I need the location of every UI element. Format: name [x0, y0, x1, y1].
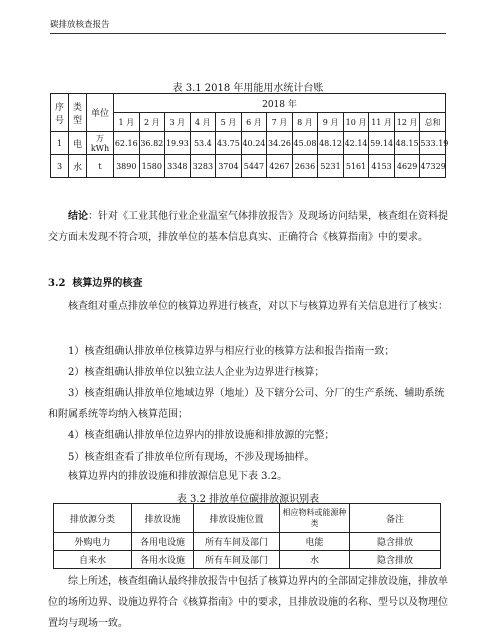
cell: 5447 [241, 155, 267, 178]
cell: 4267 [267, 155, 293, 178]
header-cell: 排放源分类 [54, 504, 132, 533]
section-heading [48, 274, 142, 289]
cell: 4153 [369, 155, 395, 178]
row-type: 水 [69, 155, 87, 178]
table-row [54, 551, 441, 569]
cell: 2636 [292, 155, 318, 178]
cell: 各用电设施 [132, 533, 194, 551]
row-seq: 1 [51, 132, 69, 155]
table-row [54, 533, 441, 551]
cell: 隐含排放 [350, 533, 441, 551]
cell: 所有车间及部门 [194, 551, 280, 569]
cell: 533.19 [420, 132, 446, 155]
row-unit: 万 kWh [87, 132, 114, 155]
cell: 自来水 [54, 551, 132, 569]
col-unit-header: 单位 [87, 94, 114, 132]
row-seq: 3 [51, 155, 69, 178]
cell: 4629 [394, 155, 420, 178]
cell: 59.14 [369, 132, 395, 155]
month-header-cell: 5 月 [216, 113, 242, 132]
summary-paragraph: 综上所述，核查组确认最终排放报告中包括了核算边界内的全部固定排放设施，排放单位的场所边界、设施边界符合《核算指南》中的要求，且排放设施的名称、型号以及物理位置均与现场一致。 [48, 576, 448, 629]
header-cell: 排放设施位置 [194, 504, 280, 533]
col-seq-header: 序号 [51, 94, 69, 132]
month-header-cell: 10 月 [343, 113, 369, 132]
cell: 42.14 [343, 132, 369, 155]
cell: 48.15 [394, 132, 420, 155]
cell: 3890 [114, 155, 140, 178]
month-header-cell: 总和 [420, 113, 446, 132]
emission-source-table [53, 503, 441, 569]
month-header-cell: 3 月 [165, 113, 191, 132]
conclusion-paragraph [48, 206, 448, 248]
row-type: 电 [69, 132, 87, 155]
cell: 5231 [318, 155, 344, 178]
intro-paragraph: 核查组对重点排放单位的核算边界进行核查，对以下与核算边界有关信息进行了核实： [68, 301, 448, 312]
month-header-cell: 7 月 [267, 113, 293, 132]
cell: 40.24 [241, 132, 267, 155]
month-header-cell: 4 月 [190, 113, 216, 132]
cell: 各用水设施 [132, 551, 194, 569]
energy-water-table [50, 93, 449, 178]
cell: 隐含排放 [350, 551, 441, 569]
section-title: 核算边界的核查 [72, 278, 143, 289]
month-header-cell: 9 月 [318, 113, 344, 132]
list-item: 4）核查组确认排放单位边界内的排放设施和排放源的完整； [68, 430, 335, 441]
cell: 43.75 [216, 132, 242, 155]
table2-lead: 核算边界内的排放设施和排放源信息见下表 3.2。 [68, 471, 288, 482]
table2-caption: 表 3.2 排放单位碳排放源识别表 [176, 494, 320, 505]
conclusion-text: ：针对《工业其他行业企业温室气体排放报告》及现场访问结果，核查组在资料提交方面未发现不符合项，排放单位的基本信息真实、正确符合《核算指南》中的要求。 [48, 211, 448, 243]
month-header-cell: 1 月 [114, 113, 140, 132]
conclusion-label: 结论 [68, 211, 88, 222]
page-header: 碳排放核查报告 [50, 18, 446, 34]
section-number: 3.2 [48, 278, 66, 289]
cell: 47329 [420, 155, 446, 178]
header-cell: 排放设施 [132, 504, 194, 533]
month-header-cell: 11 月 [369, 113, 395, 132]
list-item: 2）核查组确认排放单位以独立法人企业为边界进行核算； [68, 367, 325, 378]
cell: 62.16 [114, 132, 140, 155]
month-header-cell: 6 月 [241, 113, 267, 132]
cell: 水 [280, 551, 350, 569]
table1-caption: 表 3.1 2018 年用能用水统计台账 [172, 83, 324, 94]
list-item: 5）核查组查看了排放单位所有现场，不涉及现场抽样。 [68, 452, 315, 463]
header-cell: 相应物料或能源种类 [280, 504, 350, 533]
cell: 1580 [139, 155, 165, 178]
cell: 所有车间及部门 [194, 533, 280, 551]
cell: 3704 [216, 155, 242, 178]
list-item: 1）核查组确认排放单位核算边界与相应行业的核算方法和报告指南一致； [68, 346, 395, 357]
list-item: 3）核查组确认排放单位地域边界（地址）及下辖分公司、分厂的生产系统、辅助系统和附属系统等均纳入核算范围； [48, 388, 445, 420]
row-unit: t [87, 155, 114, 178]
cell: 48.12 [318, 132, 344, 155]
cell: 3348 [165, 155, 191, 178]
table-row [51, 132, 446, 155]
cell: 3283 [190, 155, 216, 178]
month-header-cell: 12 月 [394, 113, 420, 132]
cell: 45.08 [292, 132, 318, 155]
cell: 19.93 [165, 132, 191, 155]
month-header-cell: 8 月 [292, 113, 318, 132]
year-header: 2018 年 [114, 94, 446, 113]
month-header-cell: 2 月 [139, 113, 165, 132]
cell: 电能 [280, 533, 350, 551]
cell: 34.26 [267, 132, 293, 155]
cell: 53.4 [190, 132, 216, 155]
col-type-header: 类型 [69, 94, 87, 132]
cell: 外购电力 [54, 533, 132, 551]
cell: 36.82 [139, 132, 165, 155]
cell: 5161 [343, 155, 369, 178]
header-cell: 备注 [350, 504, 441, 533]
table-row [51, 155, 446, 178]
